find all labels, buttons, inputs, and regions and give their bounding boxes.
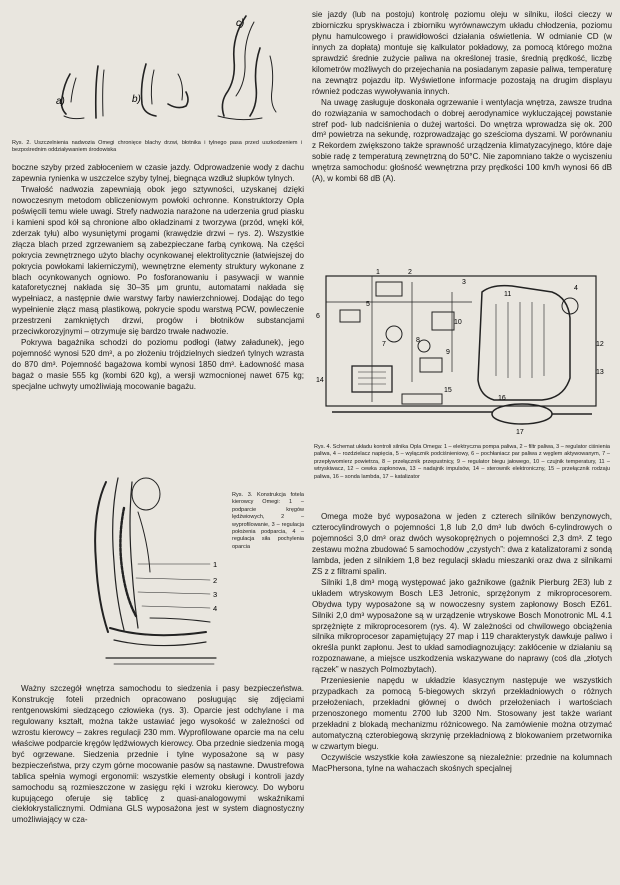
- figure-4-label-16: 16: [498, 395, 506, 402]
- figure-2: [8, 4, 304, 129]
- left-paragraph-3: Pokrywa bagażnika schodzi do poziomu podłogi (łatwy załadunek), jego pojemność wynosi 520 dm³, a po złożeniu trójdzielnych siedzeń tylnych wzrasta do 870 dm³. Pojemność bagażowa kombi wynosi 1850 dm³. Ładowność masa bagaż o masie 555 kg (kombi 620 kg), a wersji wzmocnionej nawet 675 kg; specjalne uchwyty umożliwiają mocowanie bagażu.: [12, 338, 304, 392]
- figure-3-caption: Rys. 3. Konstrukcja fotela kierowcy Omegi: 1 – podparcie kręgów lędźwiowych, 2 – wyprofilowanie, 3 – regulacja położenia podparcia, 4 – regulacja siła pochylenia oparcia: [232, 492, 304, 550]
- left-paragraph-4: Ważny szczegół wnętrza samochodu to siedzenia i pasy bezpieczeństwa. Konstrukcję foteli przednich opracowano posługując się zdjęciami rentgenowskimi siedzącego człowieka (rys. 3). Oparcie jest odchylane i ma regulowany kształt, można także ustawiać jego wysokość w zależności od wzrostu kierowcy – zakres regulacji 230 mm. Wyprofilowane oparcie ma na celu właściwe podparcie kręgów lędźwiowych kierowcy. Oba przednie siedzenia mogą być ogrzewane. Siedzenia przednie i tylne wyposażone są w pasy bezpieczeństwa, przy czym górne mocowanie pasów są nastawne. Dwustrefowa tablica spełnia wymogi ergonomii: wszystkie elementy obsługi i kontroli jazdy samochodu są rozmieszczone w zasięgu ręki i wzroku kierowcy. Do wyboru kupującego oferuje się tablicę z quasi-analogowymi wskaźnikami ciekłokrystalicznymi. Odmiana GLS wyposażona jest w system diagnostyczny umożliwiający w cza-: [12, 684, 304, 825]
- left-column-bottom: [12, 684, 304, 826]
- figure-4-label-10: 10: [454, 319, 462, 326]
- figure-2-label-a: a): [56, 96, 65, 107]
- figure-4-label-11: 11: [504, 291, 512, 298]
- figure-3-label-3: 3: [213, 590, 218, 599]
- figure-4-label-5: 5: [366, 301, 370, 308]
- figure-4-label-2: 2: [408, 269, 412, 276]
- figure-4-label-9: 9: [446, 349, 450, 356]
- figure-3-drawing: [14, 468, 234, 676]
- right-column: [312, 10, 612, 185]
- right-paragraph-4: Silniki 1,8 dm³ mogą występować jako gaźnikowe (gaźnik Pierburg 2E3) lub z układem wtryskowym Bosch LE3 Jetronic, sprzężonym z mikroprocesorem. Obydwa typy wyposażone są w nowoczesny system zapłonowy Bosch EZ61. Silniki 2,0 dm³ wyposażone są w urządzenie wtryskowe Bosch Monotronic ML 4.1 sprzężnięte z mikroprocesorem (rys. 4). W zależności od chwilowego obciążenia silnika mikroprocesor zapamiętujący 27 map i 119 charakterystyk dawkuje paliwo i określa punkt zapłonu. Jest to układ samodiagnozujący: zakłócenie w działaniu są rozpoznawane, a miejsce uszkodzenia wskazywane do naprawy (coś dla „złotych rączek” w naszych Polmozbytach).: [312, 577, 612, 675]
- figure-2-label-c: c): [236, 18, 245, 29]
- right-paragraph-2: Na uwagę zasługuje doskonała ogrzewanie i wentylacja wnętrza, zawsze trudna do rozwiązania w samochodach o dobrej aerodynamice wykluczającej powstanie stref pod- lub nadciśnienia o dużej wartości. Do wnętrza wprowadza się ok. 200 dm³ powietrza na sekundę, rozprowadzając go sześcioma dyszami. W porównaniu z Rekordem zwiększono także sprawność urządzenia klimatyzacyjnego, które daje sobie radę z temperaturą zewnętrzną do 50°C. Nie zapomniano także o wyciszeniu wnętrza samochodu: głośność wewnętrzna przy prędkości 100 km/h wynosi 66 dB (A), w kombi 68 dB (A).: [312, 97, 612, 184]
- figure-3-label-2: 2: [213, 576, 218, 585]
- figure-4-label-8: 8: [416, 337, 420, 344]
- figure-4-label-3: 3: [462, 279, 466, 286]
- figure-4-label-1: 1: [376, 269, 380, 276]
- figure-4-label-6: 6: [316, 313, 320, 320]
- figure-3-label-4: 4: [213, 604, 218, 613]
- figure-4-label-12: 12: [596, 341, 604, 348]
- right-column-bottom: [312, 512, 612, 775]
- figure-2-drawing: [8, 4, 304, 129]
- figure-4-label-15: 15: [444, 387, 452, 394]
- figure-4: [312, 262, 612, 438]
- figure-4-label-4: 4: [574, 285, 578, 292]
- figure-4-label-7: 7: [382, 341, 386, 348]
- figure-4-label-14: 14: [316, 377, 324, 384]
- figure-3-label-1: 1: [213, 560, 218, 569]
- right-paragraph-3: Omega może być wyposażona w jeden z czterech silników benzynowych, czterocylindrowych o pojemności 1,8 lub 2,0 dm³ lub dwóch 6-cylindrowych o pojemności 3,0 dm³ oraz dwóch wysokoprężnych o pojemności 2,3 dm³. Z tego zestawu można zbudować 5 samochodów „czystych”: dwa z katalizatorami z sondą lambda, jeden z silnikiem 1,8 bez regulacji składu mieszanki oraz dwa z silnikami ZS z z filtrami spalin.: [312, 512, 612, 576]
- figure-4-label-17: 17: [516, 429, 524, 436]
- figure-2-caption: Rys. 2. Uszczelnienia nadwozia Omegi chronięce blachy drzwi, błotnika i tylnego pasa przed uszkodzeniem i bezpośrednim oddziaływaniem środowiska: [12, 140, 302, 154]
- left-column: [12, 163, 304, 393]
- left-paragraph-2: Trwałość nadwozia zapewniają obok jego sztywności, uzyskanej dzięki nowoczesnym metodom obliczeniowym powłoki ochronne. Konstruktorzy Opla poświęcili temu wiele uwagi. Strefy nadwozia narażone na uderzenia grud piasku i kamieni spod kół są chronione albo okładzinami z tworzywa (przód, wnęki kół, zderzak tyłu) albo wysuniętymi progami (krawędzie drzwi – rys. 2). Wszystkie złącza blach przed zgrzewaniem są zabezpieczane farbą cynkową. Na części pokrycia zewnętrznego użyto blachy ocynkowanej elektrolitycznie (łatwiejszej do pokrycia powłokami lakierniczymi), wewnętrzne elementy struktury wykonane z blach ocynkowanych ogniowo. Po fosforanowaniu i pasywacji w wannie kataforetycznej nakłada się 30–35 μm gruntu, automatami nakłada się wypełniacz, a następnie dwie warstwy farby nawierzchniowej. Dodając do tego wypełnienie złącz masą plastikową, pokrycie spodu warstwą PCW, powleczenie przestrzeni zamkniętych drzwi, progów i błotników substancjami przeciwkorozyjnymi – otrzymuje się bardzo trwałe nadwozie.: [12, 184, 304, 337]
- figure-2-label-b: b): [132, 94, 141, 105]
- right-paragraph-5: Przeniesienie napędu w układzie klasycznym następuje we wszystkich przypadkach za pomocą 5-biegowych skrzyń przekładniowych o różnych przełożeniach, przekładni głównej o dwóch przełożeniach i wartościach przenoszonego momentu 2700 lub 3200 Nm. Stosowany jest także wariant przekładni z blokadą mechanizmu różnicowego. Na zamówienie można otrzymać automatyczną czterobiegową skrzynię przekładniową z blokowaniem przetwornika w czwartym biegu.: [312, 676, 612, 752]
- right-paragraph-6: Oczywiście wszystkie koła zawieszone są niezależnie: przednie na kolumnach MacPhersona, tylne na wahaczach skośnych specjalnej: [312, 752, 612, 773]
- left-paragraph-1: boczne szyby przed zabłoceniem w czasie jazdy. Odprowadzenie wody z dachu zapewnia rynienka w uszczelce szyby tylnej, biegnąca wzdłuż słupków tylnych.: [12, 163, 304, 183]
- right-paragraph-1: sie jazdy (lub na postoju) kontrolę poziomu oleju w silniku, ilości cieczy w zbiorniczku spryskiwacza i zbiorniku wyrównawczym układu chłodzenia, poziomu płynu hamulcowego i prawidłowości działania oświetlenia. W odmianie CD (w innych za dopłatą) montuje się kalkulator pokładowy, za pomocą którego można sprawdzić średnie zużycie paliwa na określonej trasie, średnią prędkość, liczbę kilometrów możliwych do przejechania na posiadanym zapasie paliwa, temperaturę na zewnątrz pojazdu itp. Wyświetlone informacje pozostają na drugim displayu również podczas wywoływania innych.: [312, 10, 612, 96]
- figure-4-drawing: [312, 262, 612, 438]
- figure-4-caption: Rys. 4. Schemat układu kontroli silnika Opla Omega: 1 – elektryczna pompa paliwa, 2 – filtr paliwa, 3 – regulator ciśnienia paliwa, 4 – rozdzielacz napięcia, 5 – wyłącznik podciśnieniowy, 6 – pochłaniacz par paliwa z węglem aktywowanym, 7 – przepływomierz powietrza, 8 – przełącznik przepustnicy, 9 – regulator biegu jałowego, 10 – czujnik temperatury, 11 – wtryskiwacz, 12 – cewka zapłonowa, 13 – nadajnik impulsów, 14 – sterownik elektroniczny, 15 – przełącznik rodzaju paliwa, 16 – sonda lambda, 17 – katalizator: [314, 444, 610, 480]
- figure-4-label-13: 13: [596, 369, 604, 376]
